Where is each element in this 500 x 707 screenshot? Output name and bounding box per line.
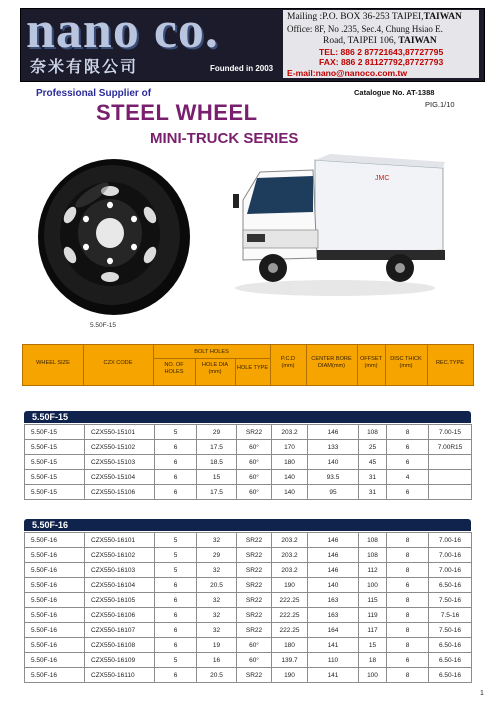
table-cell: 20.5 (197, 578, 237, 593)
table-cell: 7.50-16 (429, 593, 472, 608)
table-cell: 146 (308, 548, 359, 563)
table-cell: 5 (155, 548, 197, 563)
supplier-heading: Professional Supplier of (36, 88, 152, 99)
table-cell: 222.25 (272, 608, 308, 623)
telephone: TEL: 886 2 87721643,87727795 (319, 47, 444, 57)
company-logo: nano co. (26, 2, 219, 59)
table-cell: 6 (387, 485, 429, 500)
col-hole-dia: HOLE DIA (mm) (201, 362, 229, 375)
table-cell: 5.50F-15 (25, 425, 85, 440)
table-cell: 100 (359, 668, 387, 683)
table-cell: 29 (197, 548, 237, 563)
table-cell: 112 (359, 563, 387, 578)
table-cell: CZX550-16106 (85, 608, 155, 623)
table-cell: SR22 (237, 548, 272, 563)
table-cell: 5.50F-16 (25, 653, 85, 668)
table-cell: SR22 (237, 533, 272, 548)
table-cell: 60° (237, 638, 272, 653)
table-cell (429, 470, 472, 485)
table-cell: 5.50F-15 (25, 485, 85, 500)
fax: FAX: 886 2 81127792,87727793 (319, 57, 444, 67)
table-cell: 15 (359, 638, 387, 653)
col-disc-thick: DISC THICK (mm) (390, 356, 422, 369)
table-cell: 17.5 (197, 485, 237, 500)
table-cell: SR22 (237, 563, 272, 578)
svg-text:JMC: JMC (375, 175, 390, 182)
table-cell: 119 (359, 608, 387, 623)
table-row (25, 608, 472, 623)
table-cell: 190 (272, 668, 308, 683)
table-cell: 6 (155, 455, 197, 470)
table-cell: 6 (155, 578, 197, 593)
table-cell: 7.00R15 (429, 440, 472, 455)
table-row (25, 593, 472, 608)
table-cell: SR22 (237, 623, 272, 638)
table-cell: SR22 (237, 578, 272, 593)
table-cell: CZX550-16104 (85, 578, 155, 593)
table-cell: 60° (237, 653, 272, 668)
steel-wheel-image (32, 155, 192, 315)
page-title: STEEL WHEEL (96, 100, 258, 125)
table-cell: 7.5-16 (429, 608, 472, 623)
table-cell: 5.50F-16 (25, 563, 85, 578)
section-bar-16: 5.50F-16 (24, 519, 471, 531)
table-cell: 8 (387, 638, 429, 653)
table-row (25, 623, 472, 638)
table-cell: 163 (308, 608, 359, 623)
table-cell: 203.2 (272, 563, 308, 578)
table-cell: 6 (387, 578, 429, 593)
table-cell: 6.50-16 (429, 578, 472, 593)
table-cell: SR22 (237, 608, 272, 623)
mailing-address: Mailing :P.O. BOX 36-253 TAIPEI,TAIWAN (287, 12, 462, 22)
table-cell: CZX550-15106 (85, 485, 155, 500)
table-cell: 6 (155, 470, 197, 485)
col-bolt-holes: BOLT HOLES (194, 349, 229, 355)
table-cell: 18.5 (197, 455, 237, 470)
table-cell: 8 (387, 548, 429, 563)
table-cell: 6 (387, 440, 429, 455)
table-cell: 6 (387, 455, 429, 470)
table-cell: 110 (308, 653, 359, 668)
table-cell: 203.2 (272, 425, 308, 440)
table-cell: 203.2 (272, 548, 308, 563)
table-cell: 5.50F-15 (25, 440, 85, 455)
table-cell (429, 485, 472, 500)
table-cell: 203.2 (272, 533, 308, 548)
table-cell: 60° (237, 485, 272, 500)
table-cell: CZX550-15103 (85, 455, 155, 470)
table-cell: 140 (308, 578, 359, 593)
table-cell: SR22 (237, 668, 272, 683)
table-cell: 8 (387, 563, 429, 578)
table-cell: 7.00-16 (429, 548, 472, 563)
table-cell: 115 (359, 593, 387, 608)
table-cell: 146 (308, 533, 359, 548)
founded-label: Founded in 2003 (210, 64, 274, 73)
table-row (25, 638, 472, 653)
wheel-caption: 5.50F-15 (90, 322, 117, 329)
office-address-line1: Office: 8F, No .235, Sec.4, Chung Hsiao E. (287, 24, 443, 34)
page-number: 1 (480, 690, 484, 697)
table-cell: 7.50-16 (429, 623, 472, 638)
table-cell: 140 (272, 485, 308, 500)
table-cell: 5.50F-16 (25, 533, 85, 548)
table-cell: 180 (272, 638, 308, 653)
table-cell: 4 (387, 470, 429, 485)
table-cell: 108 (359, 533, 387, 548)
table-cell: 16 (197, 653, 237, 668)
table-cell: 18 (359, 653, 387, 668)
table-cell: 15 (197, 470, 237, 485)
table-cell: 5 (155, 533, 197, 548)
table-cell: 170 (272, 440, 308, 455)
col-hole-type: HOLE TYPE (236, 365, 269, 371)
table-cell: CZX550-15102 (85, 440, 155, 455)
table-row (25, 470, 472, 485)
table-row (25, 668, 472, 683)
table-cell: 7.00-15 (429, 425, 472, 440)
table-cell (429, 455, 472, 470)
table-cell: 5.50F-16 (25, 668, 85, 683)
table-cell: 100 (359, 578, 387, 593)
table-cell: 5.50F-16 (25, 593, 85, 608)
table-cell: 5.50F-16 (25, 623, 85, 638)
table-cell: 6 (155, 440, 197, 455)
table-cell: 164 (308, 623, 359, 638)
office-address-line2: Road, TAIPEI 106, TAIWAN (323, 36, 437, 46)
table-cell: 133 (308, 440, 359, 455)
table-cell: 108 (359, 425, 387, 440)
table-row (25, 425, 472, 440)
table-cell: 6.50-16 (429, 653, 472, 668)
table-cell: CZX550-16105 (85, 593, 155, 608)
table-cell: CZX550-15104 (85, 470, 155, 485)
table-cell: 93.5 (308, 470, 359, 485)
table-cell: 7.00-16 (429, 533, 472, 548)
col-pcd: P.C.D (mm) (280, 356, 296, 369)
col-no-holes: NO. OF HOLES (164, 362, 184, 375)
table-cell: 5 (155, 425, 197, 440)
table-row (25, 533, 472, 548)
table-cell: 139.7 (272, 653, 308, 668)
table-cell: 141 (308, 668, 359, 683)
table-cell: 32 (197, 608, 237, 623)
col-wheel-size: WHEEL SIZE (36, 360, 70, 366)
table-cell: 6 (155, 485, 197, 500)
table-row (25, 548, 472, 563)
table-cell: CZX550-16110 (85, 668, 155, 683)
table-cell: 8 (387, 668, 429, 683)
table-cell: 5.50F-15 (25, 455, 85, 470)
table-cell: 222.25 (272, 593, 308, 608)
section-bar-15: 5.50F-15 (24, 411, 471, 423)
table-row (25, 455, 472, 470)
table-cell: 17.5 (197, 440, 237, 455)
table-cell: 19 (197, 638, 237, 653)
table-cell: 60° (237, 455, 272, 470)
table-row (25, 653, 472, 668)
table-cell: 6 (155, 623, 197, 638)
table-cell: 8 (387, 593, 429, 608)
table-cell: SR22 (237, 593, 272, 608)
table-cell: 6 (155, 668, 197, 683)
catalogue-number: Catalogue No. AT-1388 (354, 88, 435, 97)
table-cell: SR22 (237, 425, 272, 440)
table-cell: 7.00-16 (429, 563, 472, 578)
table-cell: 5 (155, 653, 197, 668)
spec-table-15 (24, 424, 472, 500)
table-cell: 8 (387, 623, 429, 638)
page-subtitle: MINI-TRUCK SERIES (150, 130, 299, 147)
table-cell: 141 (308, 638, 359, 653)
table-cell: 5.50F-16 (25, 578, 85, 593)
col-center-bore: CENTER BORE DIAM(mm) (311, 356, 352, 369)
table-cell: 25 (359, 440, 387, 455)
table-cell: 140 (272, 470, 308, 485)
table-cell: 8 (387, 533, 429, 548)
table-cell: 163 (308, 593, 359, 608)
table-cell: 5.50F-16 (25, 638, 85, 653)
table-cell: 222.25 (272, 623, 308, 638)
table-row (25, 485, 472, 500)
table-cell: 5.50F-16 (25, 548, 85, 563)
table-cell: 8 (387, 608, 429, 623)
table-row (25, 578, 472, 593)
table-cell: CZX550-16109 (85, 653, 155, 668)
col-rec-type: REC.TYPE (436, 360, 464, 366)
table-cell: CZX550-16102 (85, 548, 155, 563)
table-cell: 140 (308, 455, 359, 470)
table-cell: 6.50-16 (429, 638, 472, 653)
table-row (25, 440, 472, 455)
table-cell: 190 (272, 578, 308, 593)
table-cell: 6.50-16 (429, 668, 472, 683)
table-cell: 117 (359, 623, 387, 638)
table-cell: 146 (308, 563, 359, 578)
table-row (25, 563, 472, 578)
contact-box (283, 10, 479, 78)
table-cell: 20.5 (197, 668, 237, 683)
table-cell: 6 (387, 653, 429, 668)
email-address[interactable]: E-mail:nano@nanoco.com.tw (287, 68, 408, 78)
company-chinese-name: 奈米有限公司 (30, 59, 139, 76)
table-cell: CZX550-16107 (85, 623, 155, 638)
table-cell: 8 (387, 425, 429, 440)
table-cell: 6 (155, 638, 197, 653)
spec-table-header (22, 344, 474, 386)
table-cell: 31 (359, 470, 387, 485)
table-cell: CZX550-15101 (85, 425, 155, 440)
table-cell: 180 (272, 455, 308, 470)
table-cell: 32 (197, 533, 237, 548)
table-cell: 32 (197, 593, 237, 608)
table-cell: 60° (237, 470, 272, 485)
spec-table-16 (24, 532, 472, 683)
mini-truck-image (225, 150, 450, 300)
table-cell: 31 (359, 485, 387, 500)
table-cell: 32 (197, 563, 237, 578)
table-cell: 5.50F-15 (25, 470, 85, 485)
table-cell: 32 (197, 623, 237, 638)
table-cell: 45 (359, 455, 387, 470)
table-cell: 60° (237, 440, 272, 455)
table-cell: 5 (155, 563, 197, 578)
page-reference: PIG.1/10 (425, 100, 455, 109)
table-cell: 5.50F-16 (25, 608, 85, 623)
col-czx-code: CZX CODE (103, 360, 133, 366)
table-cell: 108 (359, 548, 387, 563)
table-cell: CZX550-16103 (85, 563, 155, 578)
table-cell: 146 (308, 425, 359, 440)
table-cell: 6 (155, 593, 197, 608)
table-cell: CZX550-16108 (85, 638, 155, 653)
col-offset: OFFSET (mm) (359, 356, 383, 369)
table-cell: 95 (308, 485, 359, 500)
table-cell: 29 (197, 425, 237, 440)
table-cell: 6 (155, 608, 197, 623)
table-cell: CZX550-16101 (85, 533, 155, 548)
